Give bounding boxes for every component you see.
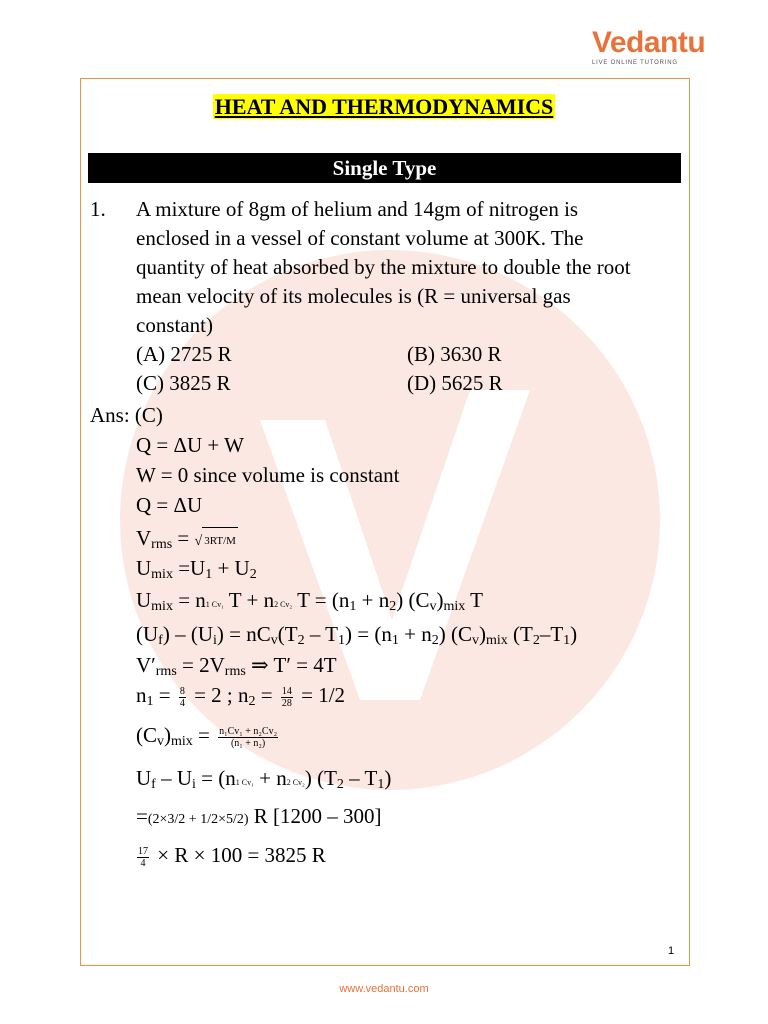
solution-line: Q = ΔU + W bbox=[136, 433, 244, 457]
page-title: HEAT AND THERMODYNAMICS bbox=[214, 94, 554, 119]
option-d: (D) 5625 R bbox=[407, 371, 503, 395]
umix-equation: $U_{mix} =U_1 + U_2$ bbox=[136, 556, 257, 582]
question-line: A mixture of 8gm of helium and 14gm of nitrogen is bbox=[136, 197, 579, 221]
vedantu-logo bbox=[592, 26, 706, 72]
cv-mix-equation: $(C_v)_{mix}$ = $\frac{\text{n₁Cv₁ + n₂Cv₂}}{\text{(n₁ + n₂)}}$ bbox=[136, 723, 278, 749]
final-equation: $\frac{17}{4}$ × R × 100 = 3825 R bbox=[138, 843, 326, 869]
question-line: quantity of heat absorbed by the mixture to double the root bbox=[136, 255, 631, 279]
option-c: (C) 3825 R bbox=[136, 371, 231, 395]
solution-line: W = 0 since volume is constant bbox=[136, 463, 400, 487]
section-header: Single Type bbox=[88, 153, 681, 183]
heat-change-equation: $(U_f) - (U_i) = nC_v(T_2 - T_1) = (n_1 + n_2)$ $(C_v)_{mix}$ $(T_2-T_1)$ bbox=[136, 622, 578, 648]
option-b: (B) 3630 R bbox=[407, 342, 502, 366]
footer-url: www.vedantu.com bbox=[339, 983, 429, 995]
question-line: constant) bbox=[136, 313, 213, 337]
option-a: (A) 2725 R bbox=[136, 342, 232, 366]
umix-expanded-equation: $U_{mix} = n1$ Cv₁ T + n2 Cv₂ $T = (n_1 + n_2)$ $(C_v)_{mix}$ T bbox=[136, 588, 483, 614]
question-line: enclosed in a vessel of constant volume at 300K. The bbox=[136, 226, 584, 250]
substitution-equation: =(2×3/2 + 1/2×5/2) R [1200 – 300] bbox=[136, 804, 382, 828]
logo-tagline: LIVE ONLINE TUTORING bbox=[592, 60, 678, 66]
question-line: mean velocity of its molecules is (R = universal gas bbox=[136, 284, 571, 308]
answer-label: Ans: (C) bbox=[90, 403, 163, 427]
logo-wordmark: Vedantu bbox=[592, 26, 706, 59]
solution-line: Q = ΔU bbox=[136, 493, 203, 517]
vrms-double-equation: $V'_{rms} = 2V_{rms}$ ⇒ T′ = 4T bbox=[136, 653, 337, 679]
page-number: 1 bbox=[668, 945, 675, 957]
ufui-equation: $U_f - U_i = (n1$ Cv₁ + n2 Cv₂) $(T_2 - T_1)$ bbox=[136, 766, 392, 792]
vrms-equation: $V_{rms}$ = √ 3RT/M bbox=[136, 526, 236, 552]
question-number: 1. bbox=[90, 197, 106, 221]
moles-equation: $n_1$ = $\frac{8}{4}$ = 2 ; $n_2$ = $\frac{14}{28}$ = 1/2 bbox=[136, 683, 346, 709]
